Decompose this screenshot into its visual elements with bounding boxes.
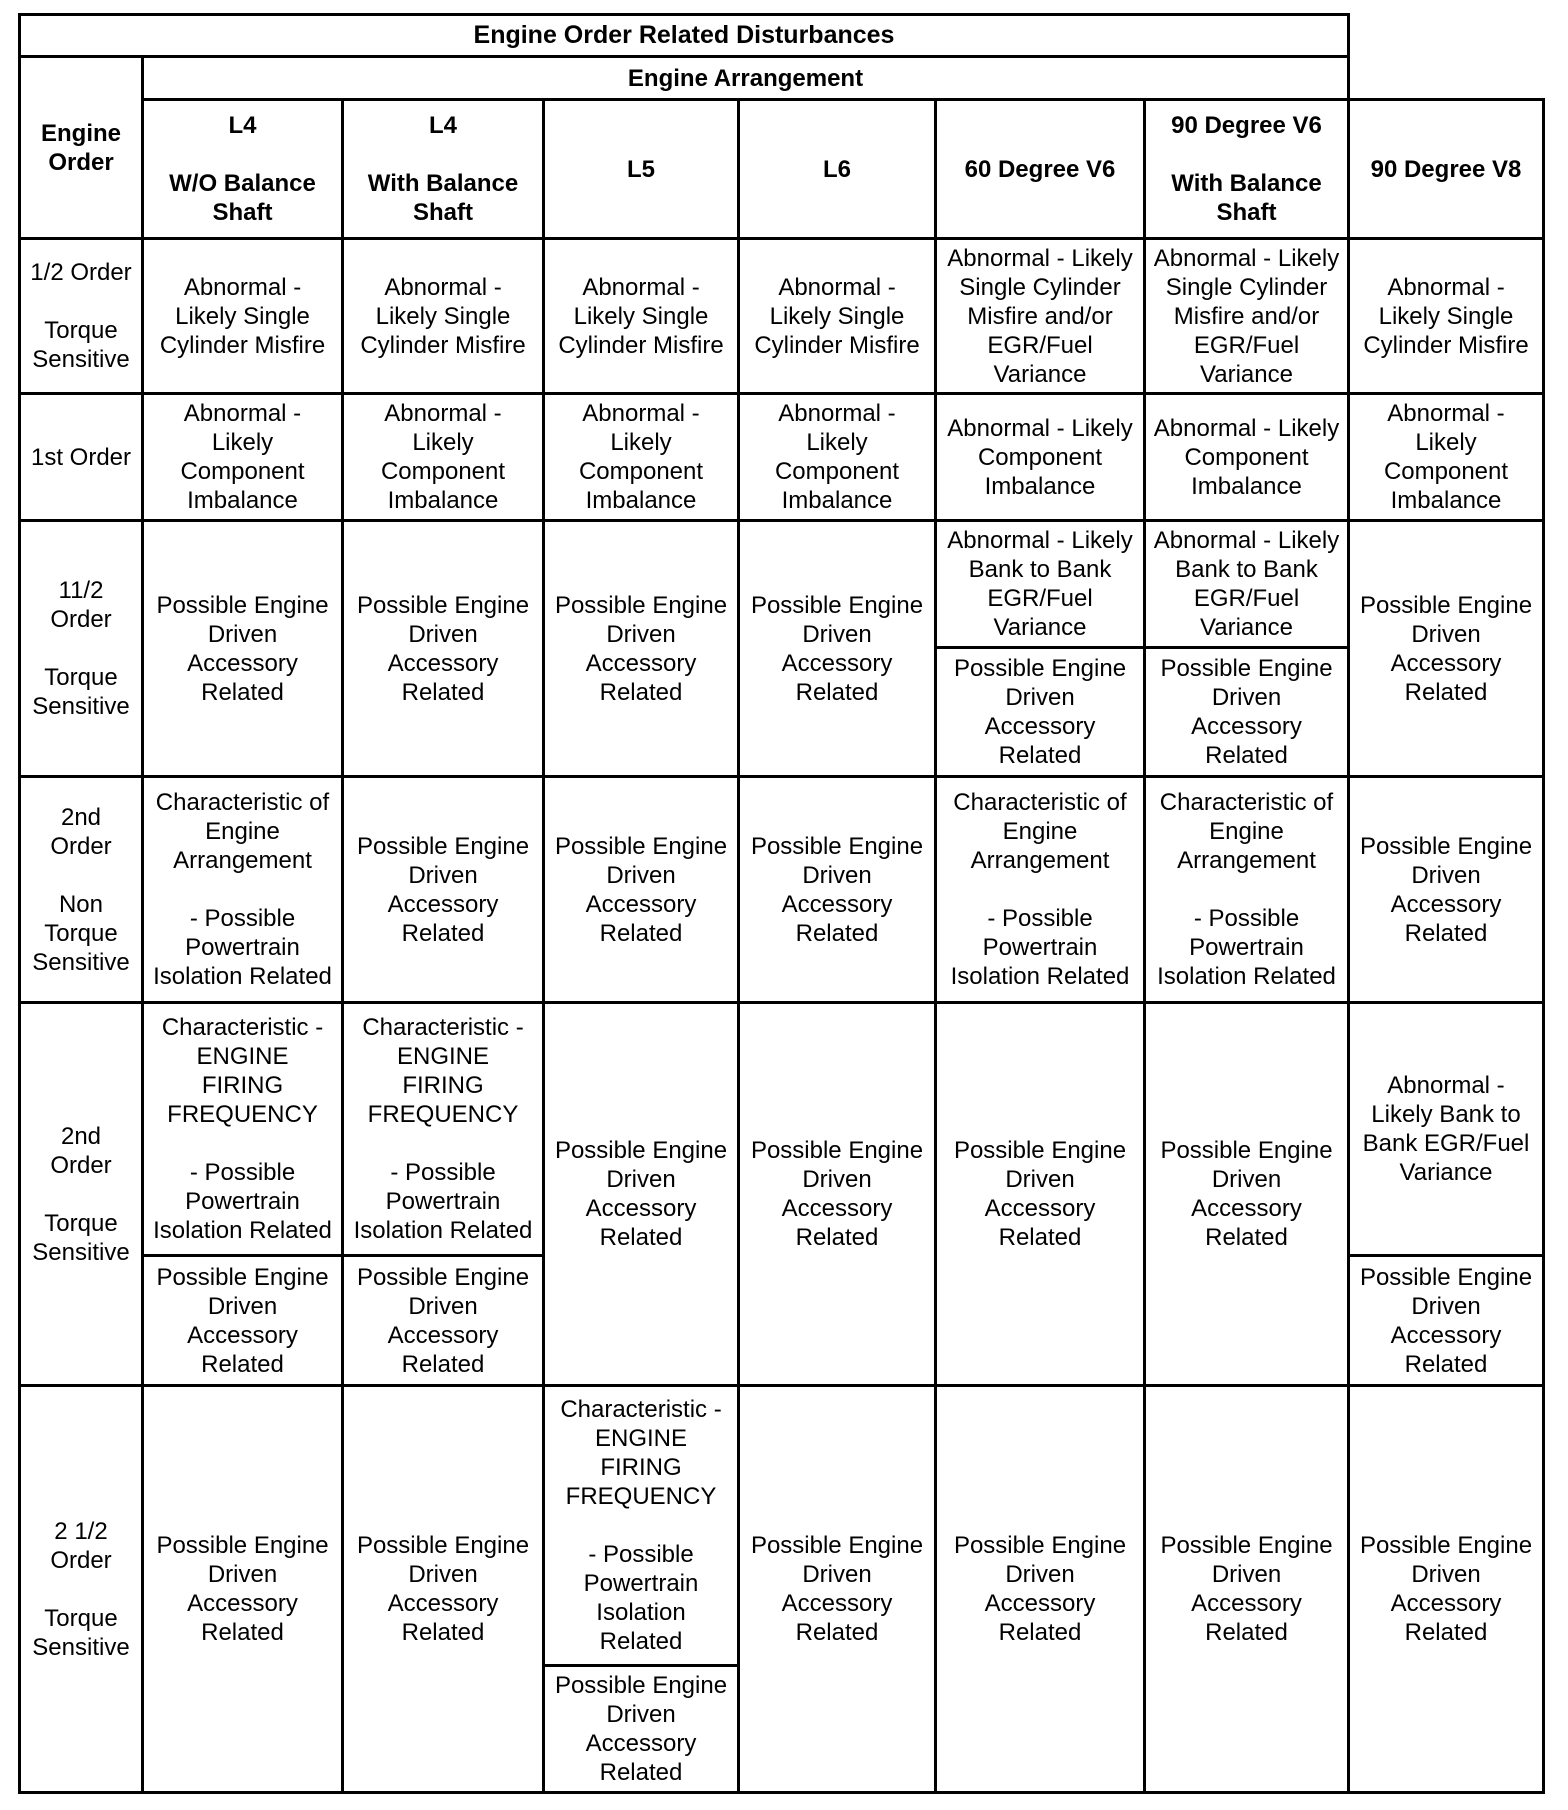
row-header-2-1-2-order: 2 1/2 Order Torque Sensitive — [18, 1384, 144, 1794]
table-cell: Possible Engine Driven Accessory Related — [1347, 1254, 1545, 1387]
table-cell: Abnormal - Likely Single Cylinder Misfire — [341, 237, 545, 395]
column-header-90-degree-v6: 90 Degree V6 With Balance Shaft — [1143, 98, 1350, 240]
table-cell: Possible Engine Driven Accessory Related — [1347, 775, 1545, 1004]
table-cell: Possible Engine Driven Accessory Related — [542, 519, 740, 778]
table-cell: Possible Engine Driven Accessory Related — [737, 519, 937, 778]
table-cell: Possible Engine Driven Accessory Related — [542, 1664, 740, 1794]
table-cell: Characteristic - ENGINE FIRING FREQUENCY - Possible Powertrain Isolation Related — [542, 1384, 740, 1667]
table-cell: Characteristic of Engine Arrangement - Possible Powertrain Isolation Related — [934, 775, 1146, 1004]
table-cell: Characteristic - ENGINE FIRING FREQUENCY - Possible Powertrain Isolation Related — [341, 1001, 545, 1257]
table-cell: Possible Engine Driven Accessory Related — [1143, 646, 1350, 778]
column-header-90-degree-v8: 90 Degree V8 — [1347, 98, 1545, 240]
table-cell: Abnormal - Likely Single Cylinder Misfire and/or EGR/Fuel Variance — [1143, 237, 1350, 395]
table-cell: Abnormal - Likely Component Imbalance — [1143, 392, 1350, 522]
row-header-half-order: 1/2 Order Torque Sensitive — [18, 237, 144, 395]
table-cell: Possible Engine Driven Accessory Related — [542, 1001, 740, 1387]
table-cell: Abnormal - Likely Component Imbalance — [341, 392, 545, 522]
table-cell: Possible Engine Driven Accessory Related — [1347, 519, 1545, 778]
table-cell: Possible Engine Driven Accessory Related — [1347, 1384, 1545, 1794]
table-cell: Abnormal - Likely Component Imbalance — [141, 392, 344, 522]
table-cell: Abnormal - Likely Bank to Bank EGR/Fuel Variance — [934, 519, 1146, 649]
table-cell: Possible Engine Driven Accessory Related — [737, 775, 937, 1004]
table-title: Engine Order Related Disturbances — [18, 13, 1350, 58]
table-cell: Characteristic - ENGINE FIRING FREQUENCY - Possible Powertrain Isolation Related — [141, 1001, 344, 1257]
table-cell: Characteristic of Engine Arrangement - Possible Powertrain Isolation Related — [141, 775, 344, 1004]
table-cell: Possible Engine Driven Accessory Related — [934, 1001, 1146, 1387]
table-cell: Abnormal - Likely Bank to Bank EGR/Fuel Variance — [1347, 1001, 1545, 1257]
table-cell: Abnormal - Likely Single Cylinder Misfire — [542, 237, 740, 395]
table-cell: Abnormal - Likely Component Imbalance — [934, 392, 1146, 522]
table-cell: Possible Engine Driven Accessory Related — [1143, 1384, 1350, 1794]
table-cell: Possible Engine Driven Accessory Related — [737, 1001, 937, 1387]
column-header-l4-wo-balance: L4 W/O Balance Shaft — [141, 98, 344, 240]
table-cell: Possible Engine Driven Accessory Related — [141, 1384, 344, 1794]
table-cell: Abnormal - Likely Single Cylinder Misfire — [737, 237, 937, 395]
table-cell: Characteristic of Engine Arrangement - Possible Powertrain Isolation Related — [1143, 775, 1350, 1004]
table-cell: Possible Engine Driven Accessory Related — [141, 519, 344, 778]
table-cell: Possible Engine Driven Accessory Related — [1143, 1001, 1350, 1387]
table-cell: Possible Engine Driven Accessory Related — [341, 1384, 545, 1794]
table-cell: Possible Engine Driven Accessory Related — [341, 1254, 545, 1387]
table-cell: Abnormal - Likely Single Cylinder Misfire and/or EGR/Fuel Variance — [934, 237, 1146, 395]
table-cell: Abnormal - Likely Bank to Bank EGR/Fuel Variance — [1143, 519, 1350, 649]
table-cell: Abnormal - Likely Single Cylinder Misfire — [141, 237, 344, 395]
table-cell: Possible Engine Driven Accessory Related — [934, 646, 1146, 778]
table-cell: Possible Engine Driven Accessory Related — [542, 775, 740, 1004]
table-cell: Possible Engine Driven Accessory Related — [341, 775, 545, 1004]
column-header-l5: L5 — [542, 98, 740, 240]
column-header-60-degree-v6: 60 Degree V6 — [934, 98, 1146, 240]
row-header-label: Engine Order — [18, 55, 144, 240]
table-cell: Possible Engine Driven Accessory Related — [934, 1384, 1146, 1794]
group-header: Engine Arrangement — [141, 55, 1350, 101]
table-cell: Possible Engine Driven Accessory Related — [141, 1254, 344, 1387]
row-header-2nd-order-torque: 2nd Order Torque Sensitive — [18, 1001, 144, 1387]
table-cell: Abnormal - Likely Single Cylinder Misfire — [1347, 237, 1545, 395]
row-header-1st-order: 1st Order — [18, 392, 144, 522]
column-header-l4-with-balance: L4 With Balance Shaft — [341, 98, 545, 240]
table-cell: Possible Engine Driven Accessory Related — [737, 1384, 937, 1794]
row-header-2nd-order-non-torque: 2nd Order Non Torque Sensitive — [18, 775, 144, 1004]
table-cell: Abnormal - Likely Component Imbalance — [737, 392, 937, 522]
table-cell: Possible Engine Driven Accessory Related — [341, 519, 545, 778]
table-cell: Abnormal - Likely Component Imbalance — [1347, 392, 1545, 522]
table-cell: Abnormal - Likely Component Imbalance — [542, 392, 740, 522]
column-header-l6: L6 — [737, 98, 937, 240]
row-header-1-1-2-order: 11/2 Order Torque Sensitive — [18, 519, 144, 778]
